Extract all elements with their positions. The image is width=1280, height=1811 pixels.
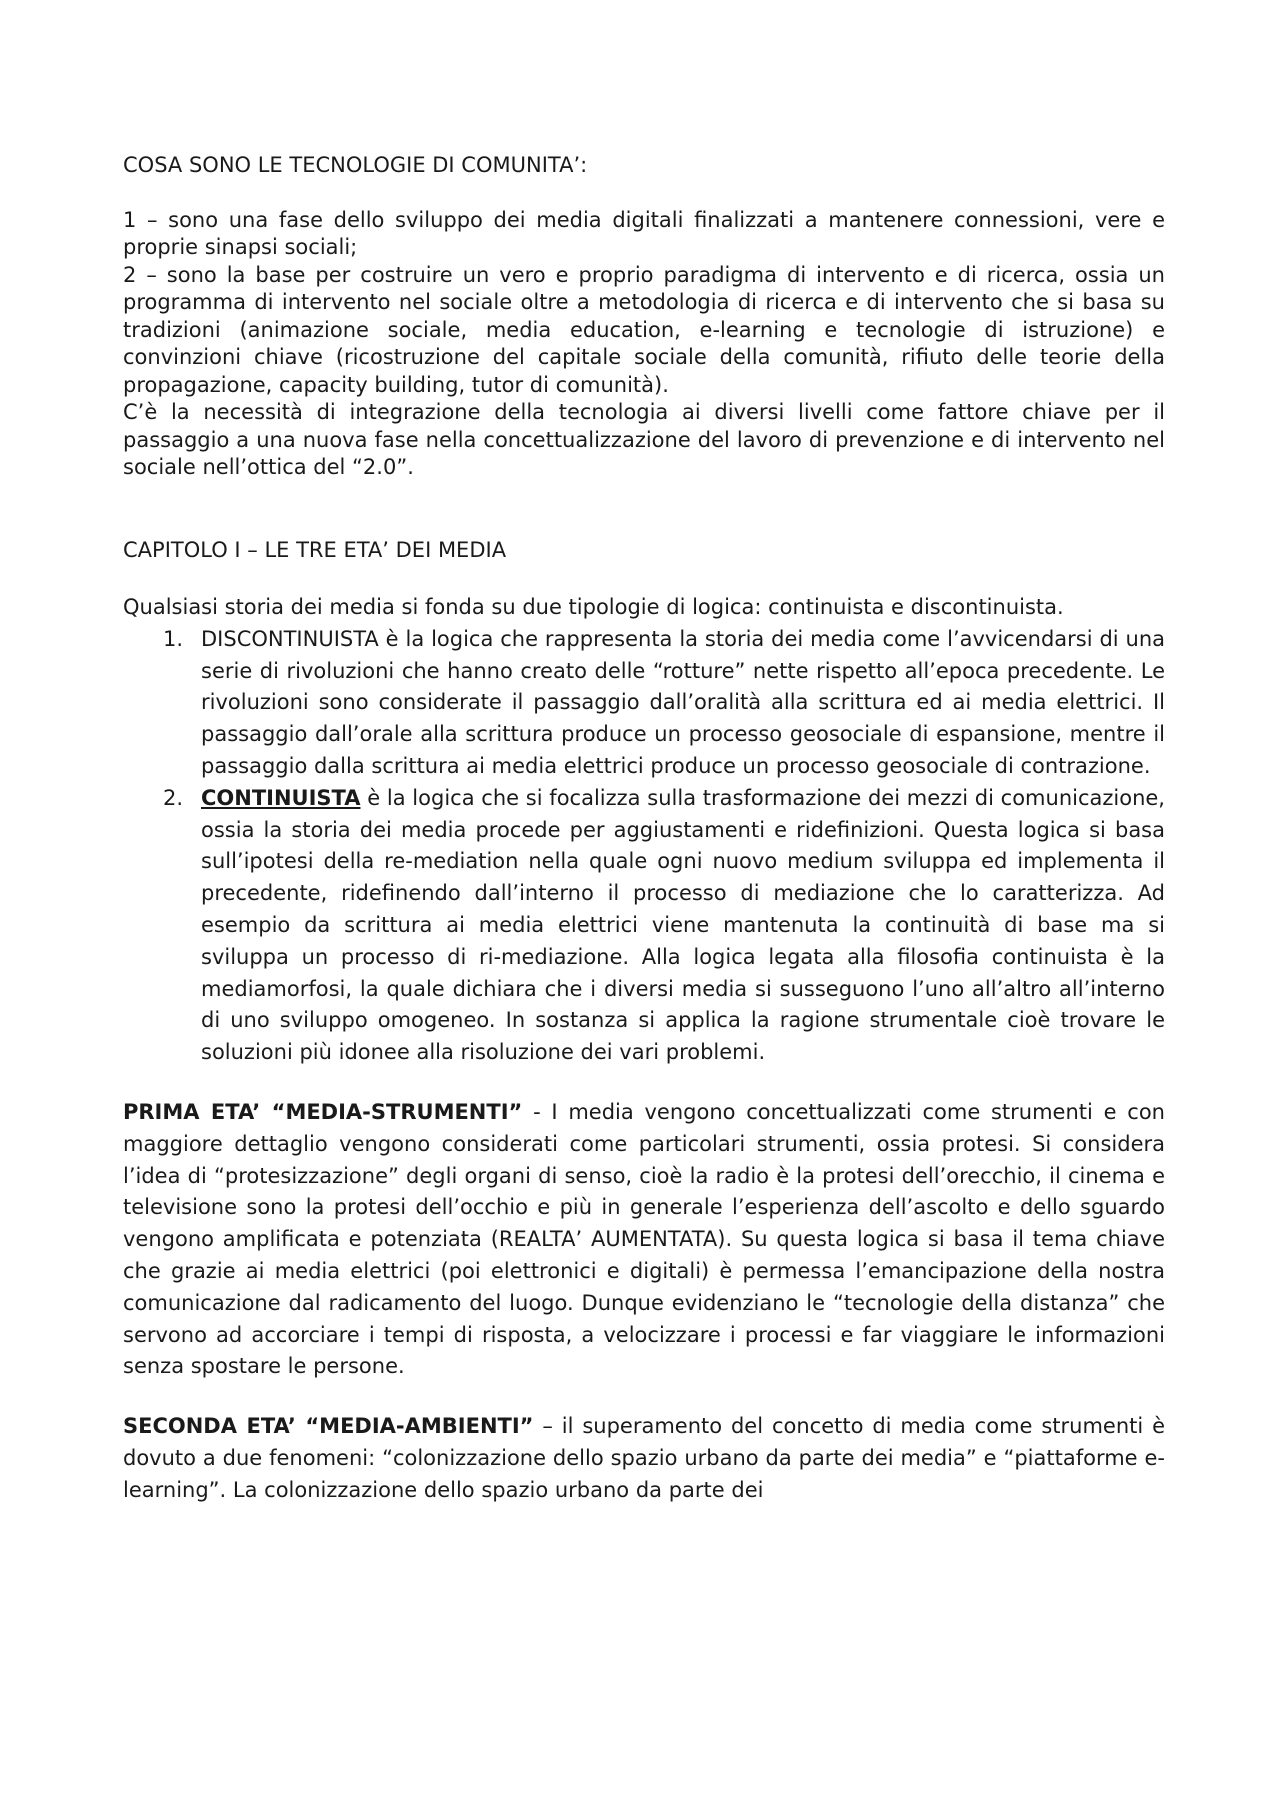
second-age-text: – il superamento del concetto di media come strumenti è dovuto a due fenomeni: “colonizzazione dello spazio urbano da parte dei media” e “piattaforme e-learning”. La colonizzazione dello spazio urbano da parte dei [123,1414,1166,1502]
intro-point-1: 1 – sono una fase dello sviluppo dei media digitali finalizzati a mantenere connessioni, vere e proprie sinapsi sociali; [123,207,1165,259]
intro-conclusion: C’è la necessità di integrazione della tecnologia ai diversi livelli come fattore chiave per il passaggio a una nuova fase nella concettualizzazione del lavoro di prevenzione e di intervento nel sociale nell’ottica del “2.0”. [123,400,1165,479]
first-age-section [123,1097,1165,1383]
first-age-text: - I media vengono concettualizzati come strumenti e con maggiore dettaglio vengono considerati come particolari strumenti, ossia protesi. Si considera l’idea di “protesizzazione” degli organi di senso, cioè la radio è la protesi dell’orecchio, il cinema e televisione sono la protesi dell’occhio e più in generale l’esperienza dell’ascolto e dello sguardo vengono amplificata e potenziata (REALTA’ AUMENTATA). Su questa logica si basa il tema chiave che grazie ai media elettrici (poi elettronici e digitali) è permessa l’emancipazione della nostra comunicazione dal radicamento del luogo. Dunque evidenziano le “tecnologie della distanza” che servono ad accorciare i tempi di risposta, a velocizzare i processi e far viaggiare le informazioni senza spostare le persone. [123,1099,1165,1379]
intro-heading: COSA SONO LE TECNOLOGIE DI COMUNITA’: [123,153,588,177]
intro-point-2: 2 – sono la base per costruire un vero e proprio paradigma di intervento e di ricerca, ossia un programma di intervento nel sociale oltre a metodologia di ricerca e di intervento che si basa su tradizioni (animazione sociale, media education, e-learning e tecnologie di istruzione) e convinzioni chiave (ricostruzione del capitale sociale della comunità, rifiuto delle teorie della propagazione, capacity building, tutor di comunità). [123,262,1165,397]
list-item-text: è la logica che si focalizza sulla trasformazione dei mezzi di comunicazione, ossia la storia dei media procede per aggiustamenti e ridefinizioni. Questa logica si basa sull’ipotesi della re-mediation nella quale ogni nuovo medium sviluppa ed implementa il precedente, ridefinendo dall’interno il processo di mediazione che lo caratterizza. Ad esempio da scrittura ai media elettrici viene mantenuta la continuità di base ma si sviluppa un processo di ri-mediazione. Alla logica legata alla filosofia continuista è la mediamorfosi, la quale dichiara che i diversi media si susseguono l’uno all’altro all’interno di uno sviluppo omogeneo. In sostanza si applica la ragione strumentale cioè trovare le soluzioni più idonee alla risoluzione dei vari problemi. [201,785,1165,1065]
second-age-title: SECONDA ETA’ “MEDIA-AMBIENTI” [123,1414,534,1439]
chapter-intro: Qualsiasi storia dei media si fonda su due tipologie di logica: continuista e discontinuista. [123,595,1064,619]
list-item-lead: CONTINUISTA [201,785,361,810]
document-page [123,152,1165,1507]
list-item-text: DISCONTINUISTA è la logica che rappresenta la storia dei media come l’avvicendarsi di una serie di rivoluzioni che hanno creato delle “rotture” nette rispetto all’epoca precedente. Le rivoluzioni sono considerate il passaggio dall’oralità alla scrittura ed ai media elettrici. Il passaggio dall’orale alla scrittura produce un processo geosociale di espansione, mentre il passaggio dalla scrittura ai media elettrici produce un processo geosociale di contrazione. [201,626,1165,778]
list-item-number: 1. [163,626,184,651]
second-age-section [123,1411,1165,1506]
first-age-title: PRIMA ETA’ “MEDIA-STRUMENTI” [123,1099,523,1124]
chapter-heading: CAPITOLO I – LE TRE ETA’ DEI MEDIA [123,537,507,562]
logic-list [123,624,1165,1069]
list-item [123,783,1165,1069]
list-item [123,624,1165,783]
list-item-number: 2. [163,785,184,810]
